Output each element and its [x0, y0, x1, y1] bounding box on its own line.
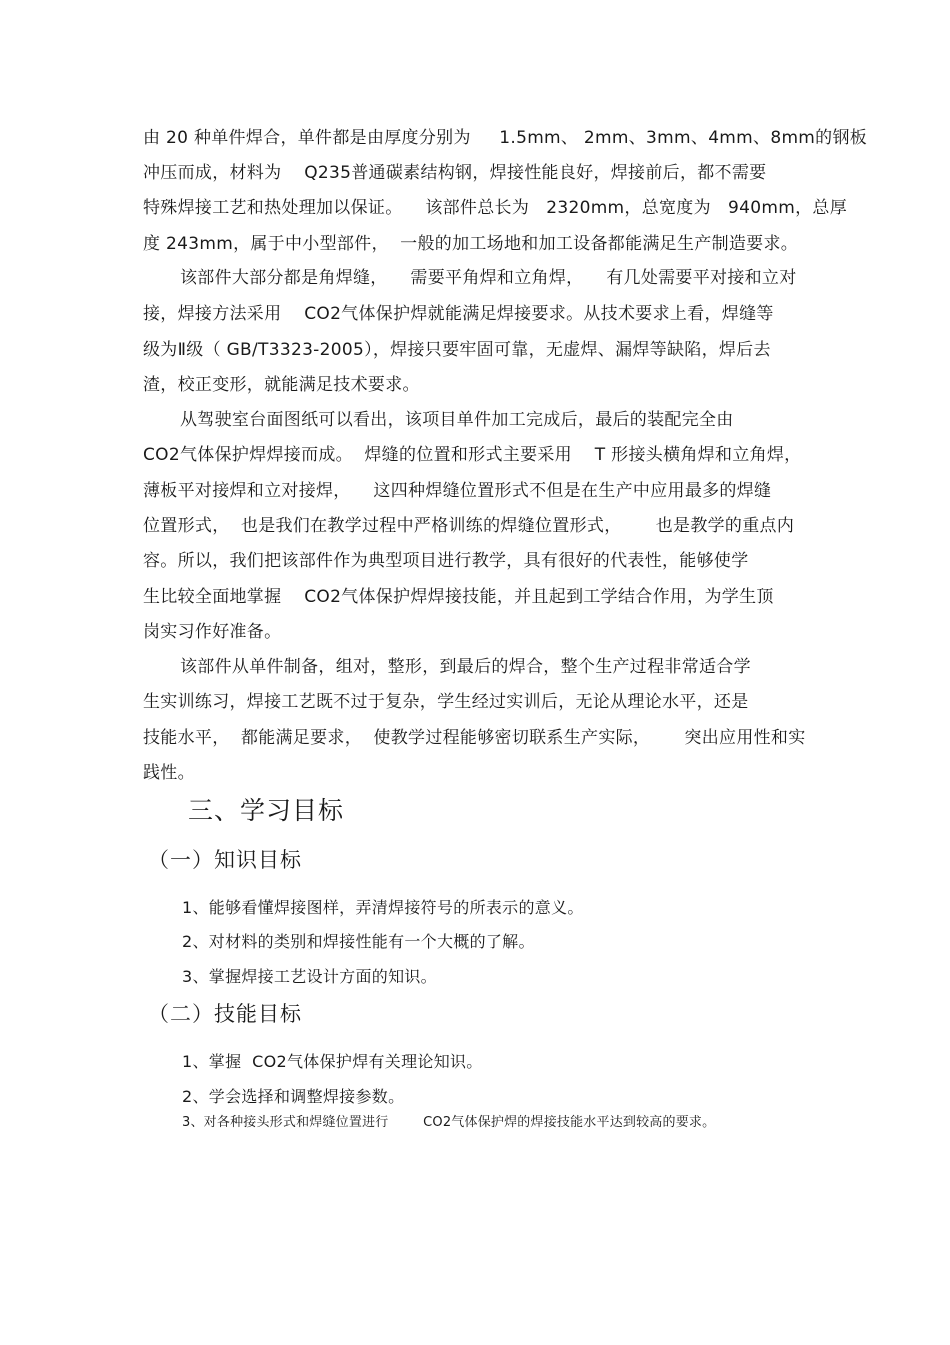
- paragraph-3-line-3: 薄板平对接焊和立对接焊， 这四种焊缝位置形式不但是在生产中应用最多的焊缝: [143, 481, 772, 501]
- knowledge-goal-item: 1、能够看懂焊接图样，弄清焊接符号的所表示的意义。: [182, 898, 584, 917]
- skill-goal-item: 3、对各种接头形式和焊缝位置进行 CO2气体保护焊的焊接技能水平达到较高的要求。: [182, 1115, 716, 1130]
- paragraph-1-line-1: 由 20 种单件焊合，单件都是由厚度分别为 1.5mm、 2mm、3mm、4mm、8mm的钢板: [143, 128, 868, 148]
- skill-goal-item: 2、学会选择和调整焊接参数。: [182, 1087, 405, 1106]
- paragraph-3-line-1: 从驾驶室台面图纸可以看出，该项目单件加工完成后，最后的装配完全由: [180, 410, 734, 430]
- paragraph-3-line-7: 岗实习作好准备。: [143, 622, 282, 642]
- paragraph-4-line-4: 践性。: [143, 763, 195, 783]
- skill-goals-title: （二）技能目标: [148, 1002, 302, 1026]
- knowledge-goal-item: 2、对材料的类别和焊接性能有一个大概的了解。: [182, 932, 535, 951]
- paragraph-4-line-2: 生实训练习，焊接工艺既不过于复杂，学生经过实训后，无论从理论水平，还是: [143, 692, 749, 712]
- paragraph-2-line-3: 级为Ⅱ级（ GB/T3323-2005），焊接只要牢固可靠，无虚焊、漏焊等缺陷，焊后去: [143, 340, 771, 360]
- paragraph-2-line-2: 接，焊接方法采用 CO2气体保护焊就能满足焊接要求。从技术要求上看，焊缝等: [143, 304, 774, 324]
- paragraph-3-line-5: 容。所以，我们把该部件作为典型项目进行教学，具有很好的代表性，能够使学: [143, 551, 749, 571]
- knowledge-goals-title: （一）知识目标: [148, 848, 302, 872]
- paragraph-2-line-4: 渣，校正变形，就能满足技术要求。: [143, 375, 420, 395]
- paragraph-1-line-4: 度 243mm，属于中小型部件， 一般的加工场地和加工设备都能满足生产制造要求。: [143, 234, 799, 254]
- knowledge-goal-item: 3、掌握焊接工艺设计方面的知识。: [182, 967, 437, 986]
- skill-goal-item: 1、掌握 CO2气体保护焊有关理论知识。: [182, 1052, 483, 1071]
- paragraph-2-line-1: 该部件大部分都是角焊缝， 需要平角焊和立角焊， 有几处需要平对接和立对: [180, 268, 797, 288]
- paragraph-1-line-3: 特殊焊接工艺和热处理加以保证。 该部件总长为 2320mm，总宽度为 940mm，总厚: [143, 198, 847, 218]
- paragraph-3-line-6: 生比较全面地掌握 CO2气体保护焊焊接技能，并且起到工学结合作用，为学生顶: [143, 587, 774, 607]
- paragraph-3-line-2: CO2气体保护焊焊接而成。 焊缝的位置和形式主要采用 T 形接头横角焊和立角焊，: [143, 445, 802, 465]
- paragraph-4-line-1: 该部件从单件制备，组对，整形，到最后的焊合，整个生产过程非常适合学: [180, 657, 751, 677]
- paragraph-1-line-2: 冲压而成，材料为 Q235普通碳素结构钢，焊接性能良好，焊接前后，都不需要: [143, 163, 767, 183]
- paragraph-4-line-3: 技能水平， 都能满足要求， 使教学过程能够密切联系生产实际， 突出应用性和实: [143, 728, 806, 748]
- paragraph-3-line-4: 位置形式， 也是我们在教学过程中严格训练的焊缝位置形式， 也是教学的重点内: [143, 516, 795, 536]
- section-title: 三、学习目标: [188, 796, 345, 825]
